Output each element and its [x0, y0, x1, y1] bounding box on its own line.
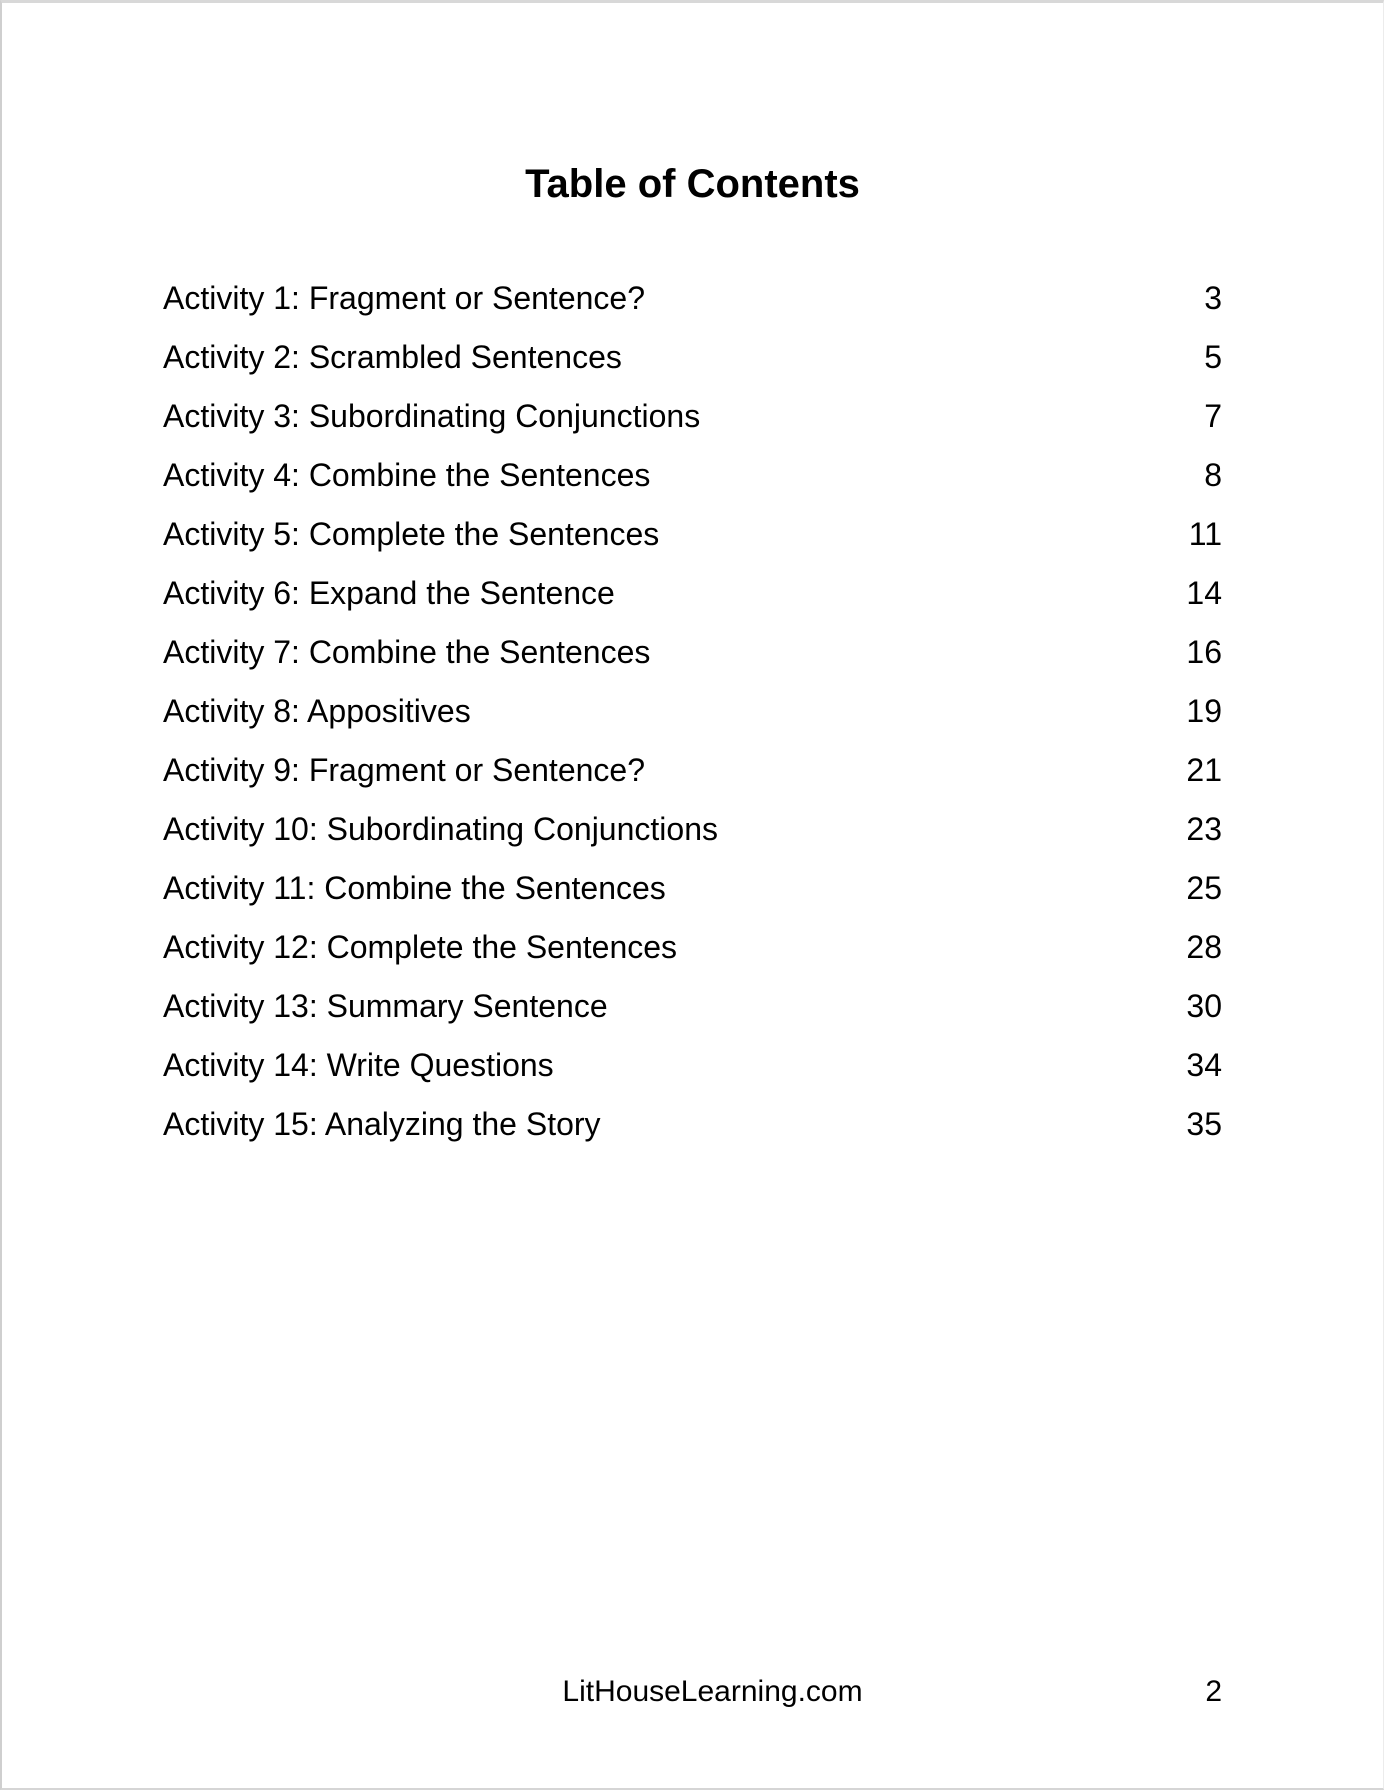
toc-entry-page-number: 3	[1204, 280, 1222, 316]
toc-entry-label: Activity 6: Expand the Sentence	[163, 575, 615, 611]
table-of-contents	[163, 269, 1222, 1154]
toc-entry-page-number: 16	[1186, 634, 1222, 670]
toc-entry	[163, 682, 1222, 741]
toc-entry-page-number: 28	[1186, 929, 1222, 965]
toc-entry-page-number: 30	[1186, 988, 1222, 1024]
toc-entry	[163, 505, 1222, 564]
toc-entry-label: Activity 13: Summary Sentence	[163, 988, 608, 1024]
toc-entry-page-number: 11	[1188, 516, 1222, 552]
page-title: Table of Contents	[525, 162, 860, 206]
toc-entry	[163, 741, 1222, 800]
toc-entry	[163, 977, 1222, 1036]
toc-entry	[163, 859, 1222, 918]
toc-entry-page-number: 35	[1186, 1106, 1222, 1142]
toc-entry	[163, 1036, 1222, 1095]
toc-entry	[163, 564, 1222, 623]
toc-entry-page-number: 34	[1186, 1047, 1222, 1083]
toc-entry-page-number: 23	[1186, 811, 1222, 847]
toc-entry	[163, 387, 1222, 446]
toc-entry	[163, 1095, 1222, 1154]
toc-entry-label: Activity 2: Scrambled Sentences	[163, 339, 622, 375]
toc-entry	[163, 446, 1222, 505]
toc-entry-label: Activity 12: Complete the Sentences	[163, 929, 678, 965]
toc-entry	[163, 918, 1222, 977]
toc-entry-label: Activity 5: Complete the Sentences	[163, 516, 660, 552]
toc-entry	[163, 269, 1222, 328]
toc-entry-page-number: 5	[1204, 339, 1222, 375]
toc-entry-page-number: 8	[1204, 457, 1222, 493]
toc-entry-page-number: 7	[1204, 398, 1222, 434]
toc-entry-page-number: 25	[1186, 870, 1222, 906]
toc-entry-label: Activity 4: Combine the Sentences	[163, 457, 651, 493]
toc-entry-label: Activity 14: Write Questions	[163, 1047, 554, 1083]
toc-entry-label: Activity 8: Appositives	[163, 693, 471, 729]
toc-entry	[163, 623, 1222, 682]
toc-entry-page-number: 21	[1186, 752, 1222, 788]
toc-entry-label: Activity 15: Analyzing the Story	[163, 1106, 601, 1142]
toc-entry	[163, 800, 1222, 859]
toc-entry-label: Activity 10: Subordinating Conjunctions	[163, 811, 718, 847]
toc-entry-label: Activity 11: Combine the Sentences	[163, 870, 666, 906]
footer-page-number: 2	[1205, 1675, 1222, 1708]
toc-entry-label: Activity 9: Fragment or Sentence?	[163, 752, 645, 788]
toc-entry-label: Activity 3: Subordinating Conjunctions	[163, 398, 701, 434]
page-footer	[163, 1675, 1222, 1709]
toc-entry-page-number: 19	[1186, 693, 1222, 729]
toc-entry-label: Activity 1: Fragment or Sentence?	[163, 280, 645, 316]
toc-entry	[163, 328, 1222, 387]
footer-website: LitHouseLearning.com	[562, 1675, 863, 1708]
toc-entry-label: Activity 7: Combine the Sentences	[163, 634, 651, 670]
toc-entry-page-number: 14	[1186, 575, 1222, 611]
